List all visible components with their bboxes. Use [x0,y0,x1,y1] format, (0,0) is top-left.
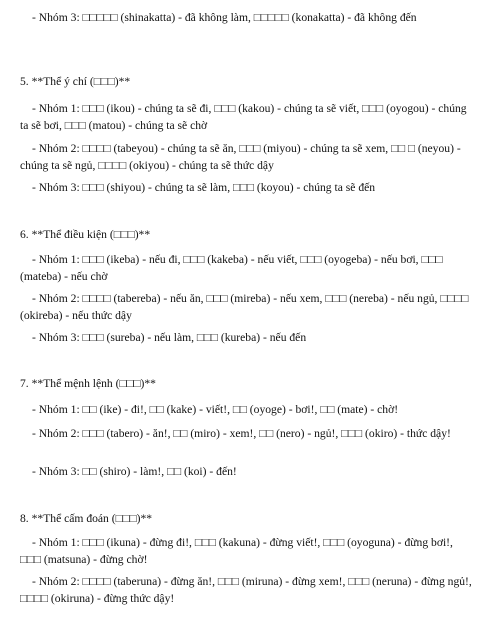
list-item: - Nhóm 1: □□□ (ikeba) - nếu đi, □□□ (kakeba) - nếu viết, □□□ (oyogeba) - nếu bơi, □□□ (mateba) - nếu chờ [20,253,443,283]
list-item: - Nhóm 2: □□□ (tabero) - ăn!, □□ (miro) - xem!, □□ (nero) - ngủ!, □□□ (okiro) - thức dậy! [32,427,451,440]
section-heading: 5. **Thể ý chí (□□□)** [20,75,131,88]
section-heading: 8. **Thể cấm đoán (□□□)** [20,512,153,525]
list-item: - Nhóm 2: □□□□ (tabereba) - nếu ăn, □□□ (mireba) - nếu xem, □□□ (nereba) - nếu ngủ, □□□□ (okireba) - nếu thức dậy [20,292,469,322]
list-item: - Nhóm 3: □□□ (shiyou) - chúng ta sẽ làm, □□□ (koyou) - chúng ta sẽ đến [32,181,376,194]
list-item: - Nhóm 3: □□□ (sureba) - nếu làm, □□□ (kureba) - nếu đến [32,331,307,344]
list-item: - Nhóm 3: □□ (shiro) - làm!, □□ (koi) - đến! [32,465,237,478]
list-item: - Nhóm 1: □□□ (ikuna) - đừng đi!, □□□ (kakuna) - đừng viết!, □□□ (oyoguna) - đừng bơi!, □□□ (matsuna) - đừng chờ! [20,536,453,566]
list-item: - Nhóm 1: □□□ (ikou) - chúng ta sẽ đi, □□□ (kakou) - chúng ta sẽ viết, □□□ (oyogou) - chúng ta sẽ bơi, □□□ (matou) - chúng ta sẽ chờ [20,102,467,132]
list-item: - Nhóm 3: □□□□□ (shinakatta) - đã không làm, □□□□□ (konakatta) - đã không đến [32,11,417,24]
section-heading: 7. **Thể mệnh lệnh (□□□)** [20,377,156,390]
list-item: - Nhóm 2: □□□□ (taberuna) - đừng ăn!, □□□ (miruna) - đừng xem!, □□□ (neruna) - đừng ngủ!, □□□□ (okiruna) - đừng thức dậy! [20,575,472,605]
list-item: - Nhóm 1: □□ (ike) - đi!, □□ (kake) - viết!, □□ (oyoge) - bơi!, □□ (mate) - chờ! [32,403,399,416]
list-item: - Nhóm 2: □□□□ (tabeyou) - chúng ta sẽ ăn, □□□ (miyou) - chúng ta sẽ xem, □□ □ (neyou) - chúng ta sẽ ngủ, □□□□ (okiyou) - chúng ta sẽ thức dậy [20,142,461,172]
section-heading: 6. **Thể điều kiện (□□□)** [20,228,151,241]
